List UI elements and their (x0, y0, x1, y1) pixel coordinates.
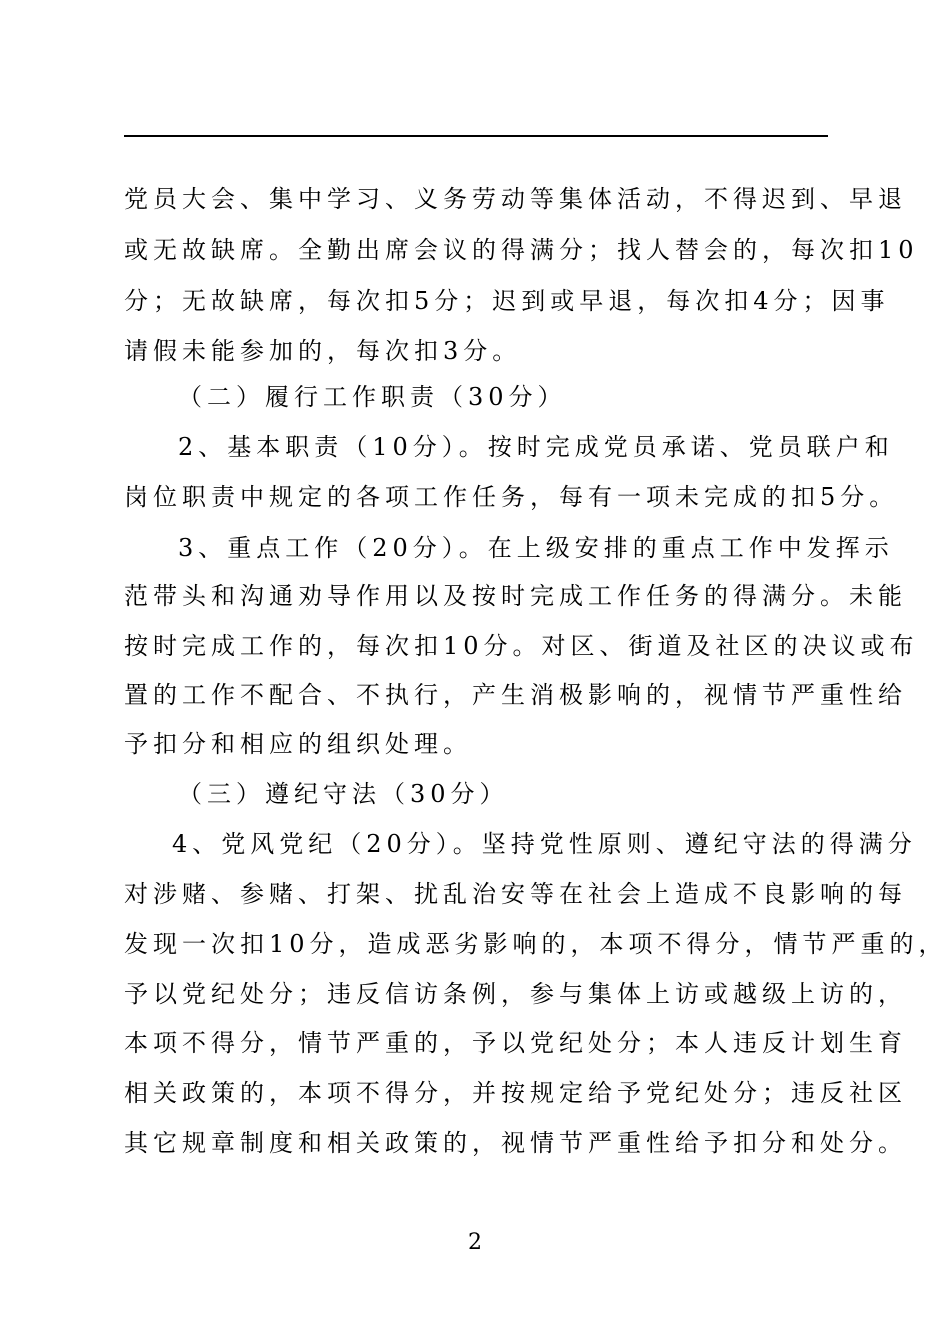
paragraph-line: 相关政策的，本项不得分，并按规定给予党纪处分；违反社区 (124, 1079, 907, 1107)
paragraph-line: 发现一次扣10分，造成恶劣影响的，本项不得分，情节严重的， (124, 930, 948, 958)
paragraph-line: 请假未能参加的，每次扣3分。 (124, 337, 522, 365)
paragraph-line: 2、基本职责（10分）。按时完成党员承诺、党员联户和 (178, 433, 894, 461)
paragraph-line: 3、重点工作（20分）。在上级安排的重点工作中发挥示 (178, 534, 894, 562)
paragraph-line: 予以党纪处分；违反信访条例，参与集体上访或越级上访的， (124, 980, 907, 1008)
paragraph-line: 范带头和沟通劝导作用以及按时完成工作任务的得满分。未能 (124, 582, 907, 610)
paragraph-line: 或无故缺席。全勤出席会议的得满分；找人替会的，每次扣10 (124, 236, 919, 264)
paragraph-line: 对涉赌、参赌、打架、扰乱治安等在社会上造成不良影响的每 (124, 880, 907, 908)
paragraph-line: 予扣分和相应的组织处理。 (124, 730, 472, 758)
paragraph-line: 本项不得分，情节严重的，予以党纪处分；本人违反计划生育 (124, 1029, 907, 1057)
paragraph-line: 岗位职责中规定的各项工作任务，每有一项未完成的扣5分。 (124, 483, 899, 511)
section-heading-3: （三）遵纪守法（30分） (178, 780, 509, 808)
page-number: 2 (468, 1230, 482, 1255)
paragraph-line: 其它规章制度和相关政策的，视情节严重性给予扣分和处分。 (124, 1129, 907, 1157)
paragraph-line: 4、党风党纪（20分）。坚持党性原则、遵纪守法的得满分 (172, 830, 917, 858)
section-heading-2: （二）履行工作职责（30分） (178, 383, 567, 411)
header-rule (124, 135, 828, 137)
paragraph-line: 党员大会、集中学习、义务劳动等集体活动，不得迟到、早退 (124, 185, 907, 213)
paragraph-line: 按时完成工作的，每次扣10分。对区、街道及社区的决议或布 (124, 632, 919, 660)
paragraph-line: 置的工作不配合、不执行，产生消极影响的，视情节严重性给 (124, 681, 907, 709)
paragraph-line: 分；无故缺席，每次扣5分；迟到或早退，每次扣4分；因事 (124, 287, 890, 315)
